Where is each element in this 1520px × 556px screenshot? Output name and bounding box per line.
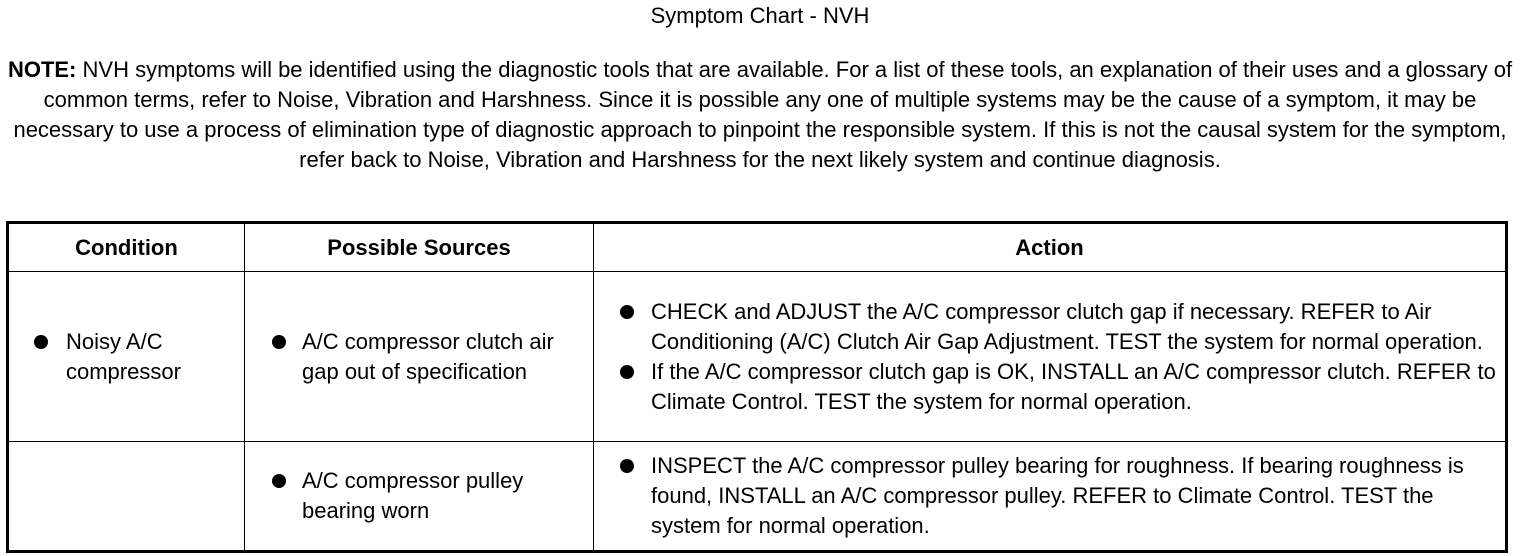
condition-cell xyxy=(8,272,245,442)
condition-cell xyxy=(8,442,245,552)
source-item xyxy=(245,466,593,526)
bullet-icon xyxy=(34,335,48,349)
condition-text: Noisy A/C compressor xyxy=(66,328,181,384)
action-text: CHECK and ADJUST the A/C compressor clutch gap if necessary. REFER to Air Conditioning (A/C) Clutch Air Gap Adjustment. TEST the system for normal operation. xyxy=(651,298,1483,354)
action-cell xyxy=(594,442,1507,552)
header-possible-sources: Possible Sources xyxy=(245,223,594,272)
note-paragraph xyxy=(0,55,1520,175)
table-header-row xyxy=(8,223,1507,272)
table-row xyxy=(8,272,1507,442)
source-text: A/C compressor clutch air gap out of specification xyxy=(302,328,554,384)
source-cell xyxy=(245,442,594,552)
note-text: NVH symptoms will be identified using the diagnostic tools that are available. For a list of these tools, an explanation of their uses and a glossary of common terms, refer to Noise, Vibration and Harshness. Since it is possible any one of multiple systems may be the cause of a symptom, it may be necessary to use a process of elimination type of diagnostic approach to pinpoint the responsible system. If this is not the causal system for the symptom, refer back to Noise, Vibration and Harshness for the next likely system and continue diagnosis. xyxy=(13,57,1513,172)
symptom-table xyxy=(6,221,1508,553)
action-item xyxy=(594,451,1505,541)
note-label: NOTE: xyxy=(7,57,77,82)
source-cell xyxy=(245,272,594,442)
bullet-icon xyxy=(620,305,634,319)
header-action: Action xyxy=(594,223,1507,272)
action-text: INSPECT the A/C compressor pulley bearing for roughness. If bearing roughness is found, INSTALL an A/C compressor pulley. REFER to Climate Control. TEST the system for normal operation. xyxy=(651,453,1464,538)
action-text: If the A/C compressor clutch gap is OK, INSTALL an A/C compressor clutch. REFER to Climate Control. TEST the system for normal operation. xyxy=(651,358,1496,414)
source-text: A/C compressor pulley bearing worn xyxy=(302,468,524,523)
action-cell xyxy=(594,272,1507,442)
bullet-icon xyxy=(620,459,634,473)
condition-item xyxy=(9,327,244,387)
bullet-icon xyxy=(620,365,634,379)
bullet-icon xyxy=(272,335,286,349)
source-item xyxy=(245,327,593,387)
page-title: Symptom Chart - NVH xyxy=(650,3,870,28)
action-item xyxy=(594,357,1505,417)
table-row xyxy=(8,442,1507,552)
bullet-icon xyxy=(272,474,286,488)
header-condition: Condition xyxy=(8,223,245,272)
action-item xyxy=(594,297,1505,357)
